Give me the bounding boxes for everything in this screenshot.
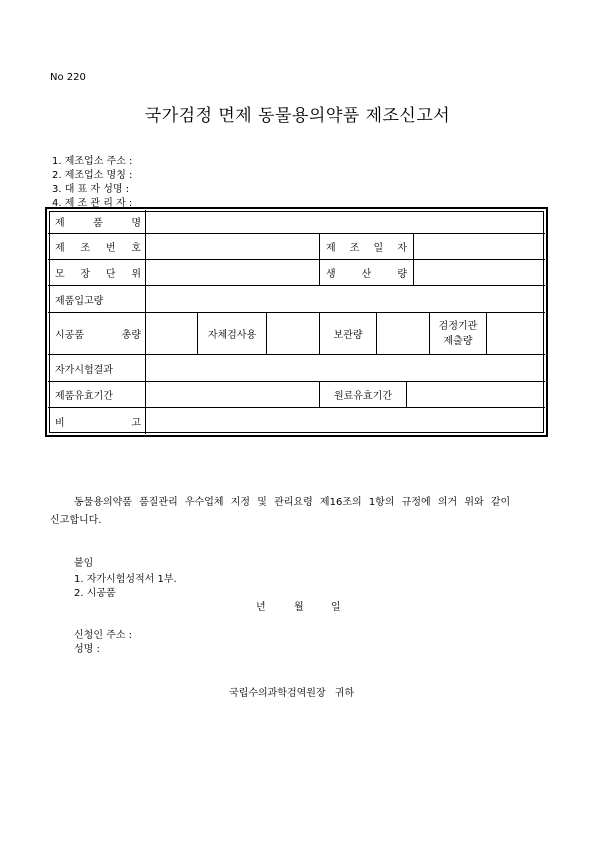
- label-agency-submit: [430, 313, 486, 354]
- date-day-label: 일: [331, 602, 341, 613]
- input-self-test-result[interactable]: [146, 355, 544, 381]
- input-product-expiry[interactable]: [146, 382, 319, 407]
- input-stock-in-qty[interactable]: [146, 286, 544, 312]
- input-material-expiry[interactable]: [407, 382, 544, 407]
- label-product-name: [55, 210, 141, 233]
- input-lot-number[interactable]: [146, 234, 319, 259]
- date-year-label: 년: [256, 602, 266, 613]
- input-agency-submit[interactable]: [487, 313, 544, 354]
- label-char: 산: [361, 269, 372, 280]
- label-sample-total: [55, 313, 141, 354]
- input-manufacture-date[interactable]: [414, 234, 544, 259]
- input-package-unit[interactable]: [146, 260, 319, 285]
- header-field-representative: 3. 대 표 자 성명 :: [52, 184, 130, 195]
- label-char: 자: [397, 243, 407, 254]
- column-divider: [319, 233, 320, 286]
- label-self-use: 자체검사용: [207, 330, 257, 341]
- label-line: 검정기관: [438, 320, 478, 332]
- label-production-qty: [326, 260, 407, 285]
- label-char: 위: [131, 269, 141, 280]
- label-char: 조: [80, 243, 91, 254]
- label-char: 모: [55, 269, 65, 280]
- label-char: 조: [349, 243, 360, 254]
- label-char: 제: [326, 243, 336, 254]
- label-lot-number: [55, 234, 141, 259]
- document-title: 국가검정 면제 동물용의약품 제조신고서: [144, 106, 451, 126]
- label-char: 품: [93, 218, 103, 229]
- input-production-qty[interactable]: [414, 260, 544, 285]
- input-product-name[interactable]: [146, 210, 544, 233]
- label-char: 비: [55, 417, 65, 429]
- attachments-title: 붙임: [74, 558, 94, 569]
- input-sample-total[interactable]: [146, 313, 197, 354]
- label-char: 일: [373, 243, 384, 254]
- label-char: 제: [55, 218, 65, 229]
- label-part: 시공품: [55, 330, 84, 341]
- applicant-name-label: 성명 :: [74, 644, 100, 655]
- header-field-address: 1. 제조업소 주소 :: [52, 156, 133, 167]
- label-manufacture-date: [326, 234, 407, 259]
- label-char: 호: [131, 243, 141, 254]
- applicant-address-label: 신청인 주소 :: [74, 630, 133, 641]
- label-package-unit: [55, 260, 141, 285]
- label-storage-qty: 보관량: [333, 330, 363, 341]
- label-material-expiry: 원료유효기간: [334, 391, 392, 402]
- attachment-item: 2. 시공품: [74, 588, 116, 599]
- declaration-line: 동물용의약품 품질관리 우수업체 지정 및 관리요령 제16조의 1항의 규정에 의거 위와 같이: [74, 497, 511, 508]
- label-char: 명: [131, 218, 141, 229]
- label-stock-in-qty: 제품입고량: [55, 295, 104, 307]
- declaration-line: 신고합니다.: [50, 515, 102, 526]
- label-product-expiry: 제품유효기간: [55, 391, 113, 402]
- label-char: 단: [105, 269, 116, 280]
- input-storage-qty[interactable]: [377, 313, 429, 354]
- input-self-use[interactable]: [267, 313, 319, 354]
- declaration-text: [50, 494, 550, 530]
- form-number: No 220: [50, 72, 86, 83]
- label-self-test-result: 자가시험결과: [55, 364, 113, 376]
- label-char: 번: [105, 243, 116, 254]
- label-line: 제출량: [443, 335, 473, 347]
- label-char: 고: [131, 417, 141, 429]
- addressee: 국립수의과학검역원장 귀하: [229, 688, 355, 699]
- header-field-company-name: 2. 제조업소 명칭 :: [52, 170, 133, 181]
- attachment-item: 1. 자가시험성적서 1부.: [74, 574, 177, 585]
- label-char: 생: [326, 269, 336, 280]
- label-char: 량: [397, 269, 407, 280]
- header-field-manager: 4. 제 조 관 리 자 :: [52, 198, 133, 209]
- label-char: 장: [80, 269, 91, 280]
- date-month-label: 월: [294, 602, 304, 613]
- label-char: 제: [55, 243, 65, 254]
- input-remarks[interactable]: [146, 408, 544, 434]
- label-part: 총량: [121, 330, 141, 341]
- label-remarks: [55, 408, 141, 434]
